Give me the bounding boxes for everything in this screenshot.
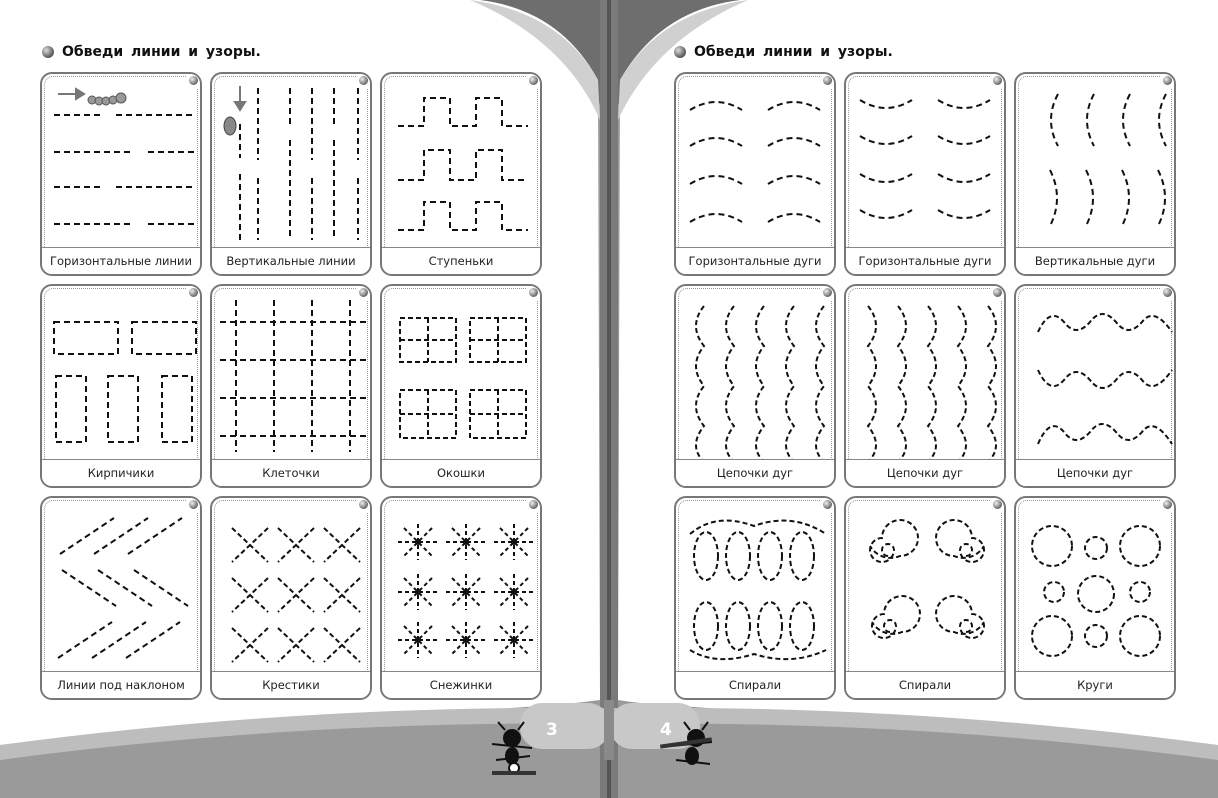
bullet-icon: [674, 46, 686, 58]
corner-button-icon: [1160, 72, 1176, 88]
card-arcs-down: [674, 72, 836, 276]
vertical-lines-pattern: [212, 74, 370, 274]
card-caption: Горизонтальные дуги: [846, 247, 1004, 274]
card-caption: Цепочки дуг: [846, 459, 1004, 486]
corner-button-icon: [820, 496, 836, 512]
card-caption: Горизонтальные дуги: [676, 247, 834, 274]
snowflakes-pattern: [382, 498, 540, 698]
card-caption: Спирали: [846, 671, 1004, 698]
corner-button-icon: [990, 284, 1006, 300]
card-slanted-lines: [40, 496, 202, 700]
card-caption: Окошки: [382, 459, 540, 486]
arcs-up-pattern: [846, 74, 1004, 274]
bullet-icon: [42, 46, 54, 58]
card-waves: [1014, 284, 1176, 488]
waves-pattern: [1016, 286, 1174, 486]
card-chains-right: [844, 284, 1006, 488]
card-bricks: [40, 284, 202, 488]
chains-left-pattern: [676, 286, 834, 486]
loops-pattern: [676, 498, 834, 698]
card-caption: Крестики: [212, 671, 370, 698]
corner-button-icon: [990, 72, 1006, 88]
corner-button-icon: [186, 284, 202, 300]
card-snowflakes: [380, 496, 542, 700]
card-caption: Вертикальные линии: [212, 247, 370, 274]
card-caption: Цепочки дуг: [676, 459, 834, 486]
card-arcs-vertical: [1014, 72, 1176, 276]
spirals-pattern: [846, 498, 1004, 698]
card-caption: Линии под наклоном: [42, 671, 200, 698]
page-number-left: 3: [546, 720, 558, 740]
card-caption: Вертикальные дуги: [1016, 247, 1174, 274]
corner-button-icon: [526, 496, 542, 512]
corner-button-icon: [1160, 496, 1176, 512]
grid-pattern: [212, 286, 370, 486]
card-caption: Горизонтальные линии: [42, 247, 200, 274]
corner-button-icon: [186, 496, 202, 512]
card-chains-left: [674, 284, 836, 488]
card-steps: [380, 72, 542, 276]
circles-pattern: [1016, 498, 1174, 698]
corner-button-icon: [356, 284, 372, 300]
card-grid: [210, 284, 372, 488]
corner-button-icon: [186, 72, 202, 88]
corner-button-icon: [820, 284, 836, 300]
chains-right-pattern: [846, 286, 1004, 486]
card-loops: [674, 496, 836, 700]
bricks-pattern: [42, 286, 200, 486]
card-horizontal-lines: [40, 72, 202, 276]
card-caption: Снежинки: [382, 671, 540, 698]
crosses-pattern: [212, 498, 370, 698]
arcs-down-pattern: [676, 74, 834, 274]
card-circles: [1014, 496, 1176, 700]
card-vertical-lines: [210, 72, 372, 276]
card-caption: Цепочки дуг: [1016, 459, 1174, 486]
card-arcs-up: [844, 72, 1006, 276]
corner-button-icon: [526, 72, 542, 88]
corner-button-icon: [820, 72, 836, 88]
corner-button-icon: [1160, 284, 1176, 300]
corner-button-icon: [356, 72, 372, 88]
corner-button-icon: [356, 496, 372, 512]
page-number-right: 4: [660, 720, 672, 740]
horizontal-lines-pattern: [42, 74, 200, 274]
arcs-vertical-pattern: [1016, 74, 1174, 274]
card-caption: Круги: [1016, 671, 1174, 698]
left-page-heading: Обведи линии и узоры.: [42, 44, 261, 60]
corner-button-icon: [526, 284, 542, 300]
windows-pattern: [382, 286, 540, 486]
card-caption: Клеточки: [212, 459, 370, 486]
card-windows: [380, 284, 542, 488]
card-spirals: [844, 496, 1006, 700]
steps-pattern: [382, 74, 540, 274]
card-crosses: [210, 496, 372, 700]
card-caption: Спирали: [676, 671, 834, 698]
slanted-lines-pattern: [42, 498, 200, 698]
card-caption: Ступеньки: [382, 247, 540, 274]
corner-button-icon: [990, 496, 1006, 512]
right-page-heading: Обведи линии и узоры.: [674, 44, 893, 60]
card-caption: Кирпичики: [42, 459, 200, 486]
